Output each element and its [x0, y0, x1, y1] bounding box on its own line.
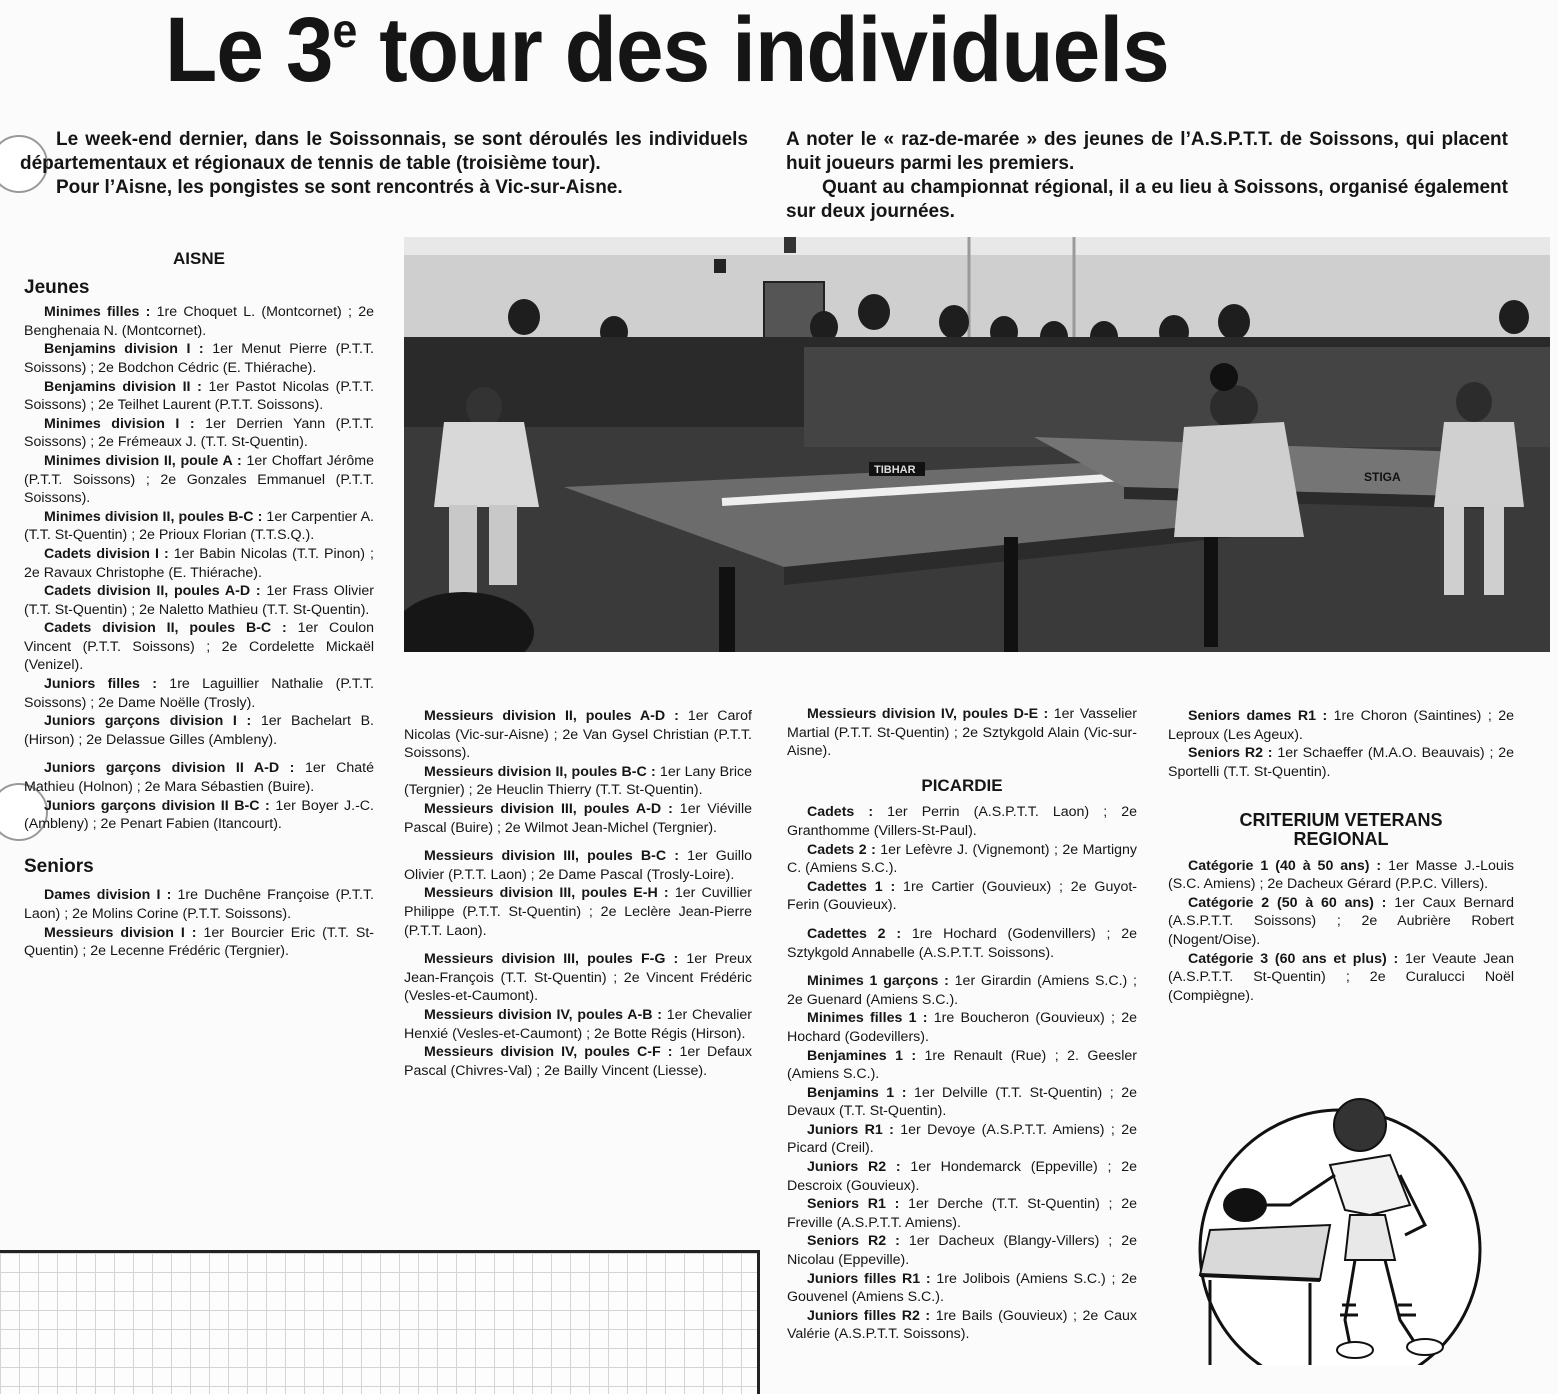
result-entry: Juniors filles R1 : 1re Jolibois (Amiens S.C.) ; 2e Gouvenel (Amiens S.C.).: [787, 1270, 1137, 1306]
result-entry: Benjamins division II : 1er Pastot Nicolas (P.T.T. Soissons) ; 2e Teilhet Laurent (P.T.T. Soissons).: [24, 378, 374, 414]
result-entry: Cadets division I : 1er Babin Nicolas (T.T. Pinon) ; 2e Ravaux Christophe (E. Thiérache).: [24, 545, 374, 581]
result-entry: Catégorie 3 (60 ans et plus) : 1er Veaute Jean (A.S.P.T.T. St-Quentin) ; 2e Curalucci Noël (Compiègne).: [1168, 950, 1514, 1004]
result-entry: Juniors garçons division II A-D : 1er Chaté Mathieu (Holnon) ; 2e Mara Sébastien (Buire).: [24, 760, 374, 796]
grid-paper-strip: [0, 1250, 760, 1394]
result-entry: Seniors R2 : 1er Dacheux (Blangy-Villers) ; 2e Nicolau (Eppeville).: [787, 1233, 1137, 1269]
photo-table-tennis-match: [404, 237, 1550, 652]
result-entry: Juniors R2 : 1er Hondemarck (Eppeville) ; 2e Descroix (Gouvieux).: [787, 1159, 1137, 1194]
ping-pong-player-illustration: [1170, 1075, 1510, 1365]
result-entry: Minimes 1 garçons : 1er Girardin (Amiens S.C.) ; 2e Guenard (Amiens S.C.).: [787, 973, 1137, 1008]
column-aisne-messieurs: [404, 707, 752, 1080]
result-entry: Cadettes 2 : 1re Hochard (Godenvillers) ; 2e Sztykgold Annabelle (A.S.P.T.T. Soissons).: [787, 925, 1138, 961]
result-entry: Benjamines 1 : 1re Renault (Rue) ; 2. Geesler (Amiens S.C.).: [787, 1047, 1137, 1083]
section-heading-picardie: PICARDIE: [921, 775, 1003, 795]
photo-brand-stiga: STIGA: [1364, 470, 1401, 484]
intro-paragraph: Quant au championnat régional, il a eu lieu à Soissons, organisé également sur deux journées.: [786, 177, 1508, 222]
result-entry: Messieurs division III, poules E-H : 1er Cuvillier Philippe (P.T.T. St-Quentin) ; 2e Leclère Jean-Pierre (P.T.T. Laon).: [404, 885, 752, 939]
result-entry: Juniors garçons division I : 1er Bachelart B. (Hirson) ; 2e Delassue Gilles (Ambleny).: [24, 713, 374, 748]
intro-left: [20, 128, 748, 200]
intro-paragraph: A noter le « raz-de-marée » des jeunes de l’A.S.P.T.T. de Soissons, qui placent huit joueurs parmi les premiers.: [786, 129, 1508, 174]
result-entry: Minimes division II, poule A : 1er Choffart Jérôme (P.T.T. Soissons) ; 2e Gonzales Emmanuel (P.T.T. Soissons).: [24, 452, 374, 507]
intro-right: [786, 128, 1508, 224]
article-title: Le 3e tour des individuels: [165, 0, 1169, 101]
section-heading-veterans: CRITERIUM VETERANS: [1239, 810, 1443, 831]
result-entry: Messieurs division II, poules B-C : 1er Lany Brice (Tergnier) ; 2e Heuclin Thierry (T.T. St-Quentin).: [404, 763, 752, 799]
column-aisne-jeunes: [24, 244, 374, 961]
result-entry: Minimes division II, poules B-C : 1er Carpentier A. (T.T. St-Quentin) ; 2e Prioux Florian (T.T.S.Q.).: [24, 508, 374, 544]
column-picardie: [787, 705, 1137, 1344]
subheading-jeunes: Jeunes: [24, 276, 90, 298]
result-entry: Benjamins division I : 1er Menut Pierre (P.T.T. Soissons) ; 2e Bodchon Cédric (E. Thiérache).: [24, 341, 374, 376]
result-entry: Messieurs division III, poules B-C : 1er Guillo Olivier (P.T.T. Laon) ; 2e Dame Pascal (Trosly-Loire).: [404, 848, 752, 883]
result-entry: Messieurs division IV, poules D-E : 1er Vasselier Martial (P.T.T. St-Quentin) ; 2e Sztykgold Alain (Vic-sur-Aisne).: [787, 706, 1137, 760]
result-entry: Juniors filles : 1re Laguillier Nathalie (P.T.T. Soissons) ; 2e Dame Noëlle (Trosly).: [24, 676, 374, 711]
result-entry: Messieurs division I : 1er Bourcier Eric (T.T. St-Quentin) ; 2e Lecenne Frédéric (Tergnier).: [24, 924, 374, 960]
result-entry: Seniors dames R1 : 1re Choron (Saintines) ; 2e Leproux (Les Ageux).: [1168, 708, 1514, 743]
result-entry: Juniors garçons division II B-C : 1er Boyer J.-C. (Ambleny) ; 2e Penart Fabien (Itancourt).: [24, 797, 374, 833]
result-entry: Cadets division II, poules B-C : 1er Coulon Vincent (P.T.T. Soissons) ; 2e Cordelette Mickaël (Venizel).: [24, 620, 374, 674]
intro-paragraph: Pour l’Aisne, les pongistes se sont rencontrés à Vic-sur-Aisne.: [56, 177, 623, 198]
result-entry: Messieurs division II, poules A-D : 1er Carof Nicolas (Vic-sur-Aisne) ; 2e Van Gysel Christian (P.T.T. Soissons).: [404, 708, 752, 762]
result-entry: Cadets division II, poules A-D : 1er Frass Olivier (T.T. St-Quentin) ; 2e Naletto Mathieu (T.T. St-Quentin).: [24, 583, 374, 618]
photo-brand-tibhar: TIBHAR: [874, 464, 916, 476]
result-entry: Cadets : 1er Perrin (A.S.P.T.T. Laon) ; 2e Granthomme (Villers-St-Paul).: [787, 804, 1137, 839]
result-entry: Catégorie 1 (40 à 50 ans) : 1er Masse J.-Louis (S.C. Amiens) ; 2e Dacheux Gérard (P.P.C. Villers).: [1168, 857, 1514, 893]
result-entry: Seniors R2 : 1er Schaeffer (M.A.O. Beauvais) ; 2e Sportelli (T.T. St-Quentin).: [1168, 745, 1514, 780]
result-entry: Cadets 2 : 1er Lefèvre J. (Vignemont) ; 2e Martigny C. (Amiens S.C.).: [787, 841, 1137, 877]
subheading-seniors: Seniors: [24, 855, 94, 877]
result-entry: Juniors filles R2 : 1re Bails (Gouvieux) ; 2e Caux Valérie (A.S.P.T.T. Soissons).: [787, 1307, 1137, 1343]
intro-paragraph: Le week-end dernier, dans le Soissonnais, se sont déroulés les individuels départementaux et régionaux de tennis de table (troisième tour).: [20, 129, 748, 174]
result-entry: Catégorie 2 (50 à 60 ans) : 1er Caux Bernard (A.S.P.T.T. Soissons) ; 2e Aubrière Robert (Nogent/Oise).: [1168, 894, 1514, 948]
result-entry: Dames division I : 1re Duchêne Françoise (P.T.T. Laon) ; 2e Molins Corine (P.T.T. Soissons).: [24, 887, 374, 922]
result-entry: Minimes filles 1 : 1re Boucheron (Gouvieux) ; 2e Hochard (Godevillers).: [787, 1010, 1137, 1045]
result-entry: Seniors R1 : 1er Derche (T.T. St-Quentin) ; 2e Freville (A.S.P.T.T. Amiens).: [787, 1196, 1137, 1231]
photo-illustration: [404, 237, 1550, 652]
section-heading-regional: REGIONAL: [1293, 828, 1389, 849]
result-entry: Messieurs division IV, poules A-B : 1er Chevalier Henxié (Vesles-et-Caumont) ; 2e Botte Régis (Hirson).: [404, 1006, 752, 1042]
result-entry: Messieurs division III, poules F-G : 1er Preux Jean-François (T.T. St-Quentin) ; 2e Vincent Frédéric (Vesles-et-Caumont).: [404, 951, 752, 1005]
result-entry: Minimes filles : 1re Choquet L. (Montcornet) ; 2e Benghenaia N. (Montcornet).: [24, 304, 375, 339]
result-entry: Benjamins 1 : 1er Delville (T.T. St-Quentin) ; 2e Devaux (T.T. St-Quentin).: [787, 1084, 1137, 1120]
result-entry: Cadettes 1 : 1re Cartier (Gouvieux) ; 2e Guyot-Ferin (Gouvieux).: [787, 878, 1137, 914]
section-heading-aisne: AISNE: [173, 249, 225, 268]
result-entry: Juniors R1 : 1er Devoye (A.S.P.T.T. Amiens) ; 2e Picard (Creil).: [787, 1121, 1137, 1157]
result-entry: Messieurs division III, poules A-D : 1er Viéville Pascal (Buire) ; 2e Wilmot Jean-Michel (Tergnier).: [404, 800, 752, 836]
result-entry: Messieurs division IV, poules C-F : 1er Defaux Pascal (Chivres-Val) ; 2e Bailly Vincent (Liesse).: [404, 1044, 752, 1079]
column-dames-veterans: [1168, 707, 1514, 1005]
result-entry: Minimes division I : 1er Derrien Yann (P.T.T. Soissons) ; 2e Frémeaux J. (T.T. St-Quentin).: [24, 415, 374, 451]
